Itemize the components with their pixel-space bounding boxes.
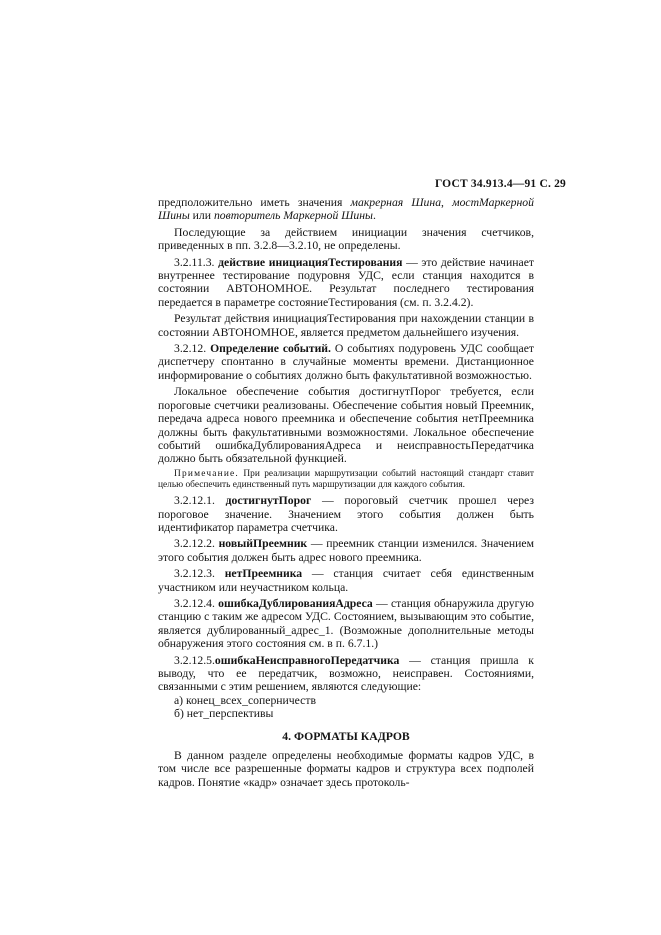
clause-3-2-12-4 [158, 597, 534, 651]
state-list [158, 694, 534, 721]
clause-text: — преемник станции изменился. Значением этого события должен быть адрес нового преемника. [158, 537, 534, 564]
note-text: При реализации маршрутизации событий настоящий стандарт ставит целью обеспечить единственный путь маршрутизации для каждого события. [158, 468, 534, 490]
clause-number: 3.2.12.5. [174, 653, 215, 667]
text-span: или [189, 209, 214, 223]
list-item: б) нет_перспективы [174, 707, 274, 721]
clause-text: — пороговый счетчик прошел через пороговое значение. Значением этого события должен быть идентификатор параметра счетчика. [158, 494, 535, 534]
clause-term: новыйПреемник [218, 537, 308, 551]
clause-term: нетПреемника [224, 567, 303, 581]
italic-term: мостМаркерной Шины [158, 196, 534, 223]
clause-term: Определение событий. [210, 342, 331, 356]
text-span: , [441, 196, 453, 209]
text-span: . [372, 209, 376, 223]
italic-term: повторитель Маркерной Шины [213, 209, 373, 223]
list-item: а) конец_всех_соперничеств [174, 693, 316, 707]
text-span: предположительно иметь значения [158, 196, 351, 209]
clause-text: О событиях подуровень УДС сообщает диспетчеру спонтанно в случайные моменты времени. Дистанционное информирование о событиях должно быть факультативной возможностью. [158, 342, 534, 382]
clause-text: — станция считает себя единственным участником или неучастником кольца. [158, 567, 535, 594]
clause-text: — станция обнаружила другую станцию с таким же адресом УДС. Состоянием, вызывающим это событие, является дублированный_адрес_1. (Возможные дополнительные методы обнаружения этого состояния см. в п. 6.7.1.) [158, 596, 535, 651]
paragraph: В данном разделе определены необходимые форматы кадров УДС, в том числе все разрешенные форматы кадров и структура всех подполей кадров. Понятие «кадр» означает здесь протоколь- [158, 749, 534, 789]
clause-text: — это действие начинает внутреннее тестирование подуровня УДС, если станция находится в состоянии АВТОНОМНОЕ. Результат последнего тестирования передается в параметре состояниеТестирования (см. п. 3.2.4.2). [158, 255, 534, 309]
paragraph-continuation [158, 196, 534, 223]
page-header: ГОСТ 34.913.4—91 С. 29 [434, 178, 566, 190]
clause-3-2-11-3 [158, 256, 534, 310]
clause-3-2-12 [158, 342, 534, 382]
clause-number: 3.2.12.3. [174, 567, 225, 581]
clause-3-2-12-3 [158, 567, 534, 594]
paragraph: Локальное обеспечение события достигнутПорог требуется, если пороговые счетчики реализованы. Обеспечение события новый Преемник, передача адреса нового преемника и обеспечение события нетПреемника должны быть факультативными возможностями. Локальное обеспечение событий ошибкаДублированияАдреса и неисправностьПередатчика должно быть обязательной функцией. [158, 385, 534, 466]
page-body [158, 196, 534, 789]
paragraph: Результат действия инициацияТестирования при нахождении станции в состоянии АВТОНОМНОЕ, является предметом дальнейшего изучения. [158, 312, 534, 339]
clause-number: 3.2.12. [174, 342, 211, 356]
clause-term: достигнутПорог [225, 494, 312, 508]
clause-number: 3.2.12.1. [174, 494, 226, 508]
italic-term: макрерная Шина [350, 196, 442, 209]
section-title: 4. ФОРМАТЫ КАДРОВ [282, 729, 410, 743]
clause-text: — станция пришла к выводу, что ее передатчик, возможно, неисправен. Состояниями, связанными с этим решением, являются следующие: [158, 653, 534, 694]
clause-number: 3.2.12.4. [174, 596, 219, 610]
clause-3-2-12-2 [158, 537, 534, 564]
clause-3-2-12-1 [158, 494, 534, 534]
note [158, 469, 534, 491]
paragraph: Последующие за действием инициации значения счетчиков, приведенных в пп. 3.2.8—3.2.10, не определены. [158, 225, 534, 253]
clause-term: ошибкаДублированияАдреса [218, 596, 373, 610]
clause-number: 3.2.12.2. [174, 537, 219, 551]
clause-term: ошибкаНеисправногоПередатчика [214, 653, 400, 667]
note-label: Примечание. [174, 468, 239, 479]
clause-number: 3.2.11.3. [174, 255, 219, 269]
clause-term: действие инициацияТестирования [218, 255, 403, 269]
clause-3-2-12-5 [158, 654, 534, 694]
